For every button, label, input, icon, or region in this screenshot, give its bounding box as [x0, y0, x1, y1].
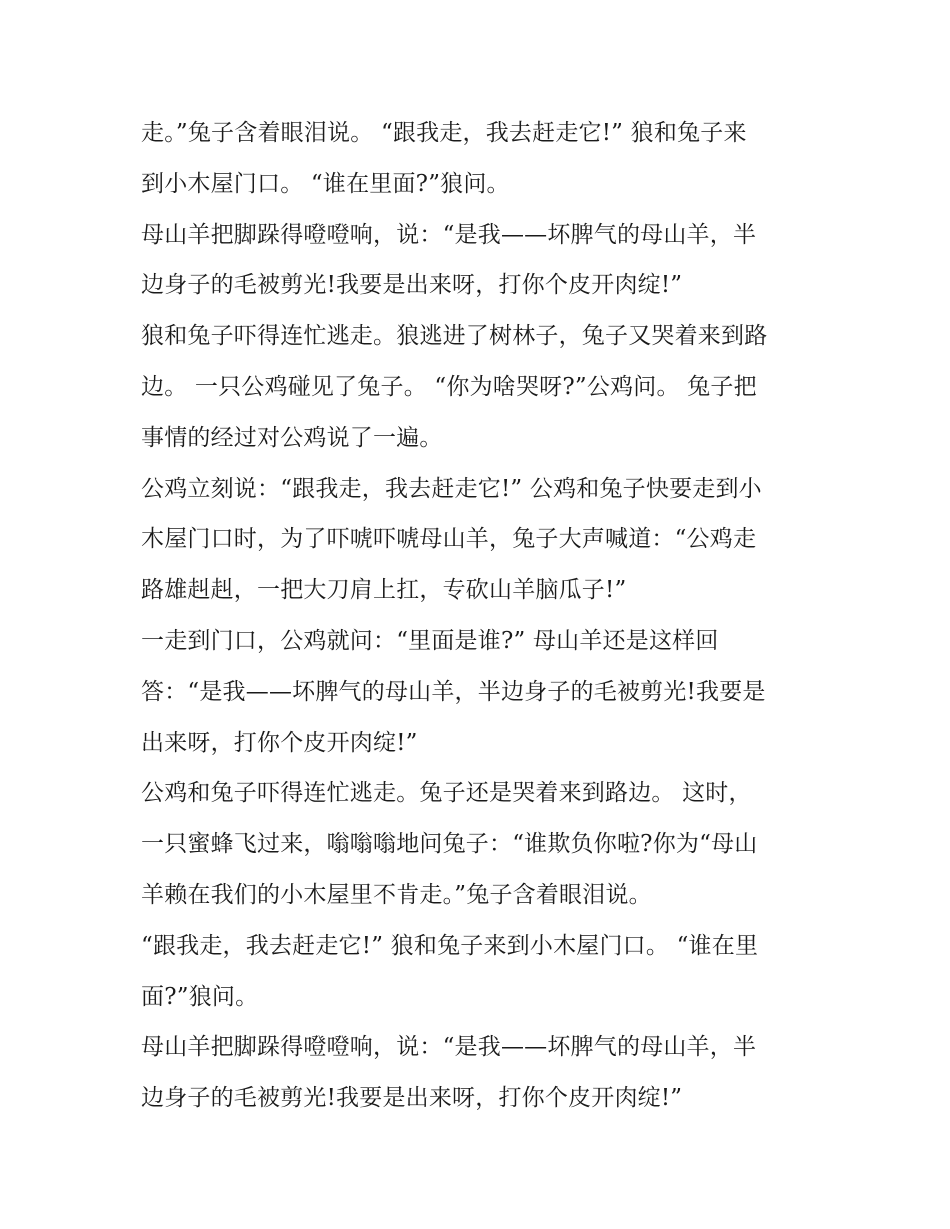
text-line: 母山羊把脚跺得噔噔响，说：“是我——坏脾气的母山羊，半: [141, 221, 757, 248]
text-line: 公鸡和兔子吓得连忙逃走。兔子还是哭着来到路边。 这时，: [141, 780, 752, 807]
text-line: 事情的经过对公鸡说了一遍。: [141, 424, 443, 451]
text-line: 边身子的毛被剪光!我要是出来呀，打你个皮开肉绽!”: [141, 1085, 683, 1112]
text-line: 到小木屋门口。 “谁在里面?”狼问。: [141, 170, 510, 197]
text-line: 边。 一只公鸡碰见了兔子。 “你为啥哭呀?”公鸡问。 兔子把: [141, 373, 757, 400]
text-line: 母山羊把脚跺得噔噔响，说：“是我——坏脾气的母山羊，半: [141, 1034, 757, 1061]
text-line: 面?”狼问。: [141, 983, 259, 1010]
text-line: 边身子的毛被剪光!我要是出来呀，打你个皮开肉绽!”: [141, 272, 683, 299]
text-line: 走。”兔子含着眼泪说。 “跟我走，我去赶走它!” 狼和兔子来: [141, 120, 747, 146]
text-line: 一只蜜蜂飞过来，嗡嗡嗡地问兔子：“谁欺负你啦?你为“母山: [141, 831, 758, 858]
text-line: 羊赖在我们的小木屋里不肯走。”兔子含着眼泪说。: [141, 881, 652, 908]
story-text: [141, 108, 831, 1124]
text-line: 木屋门口时，为了吓唬吓唬母山羊，兔子大声喊道：“公鸡走: [141, 526, 757, 553]
text-line: 公鸡立刻说：“跟我走，我去赶走它!” 公鸡和兔子快要走到小: [141, 475, 762, 502]
text-line: 狼和兔子吓得连忙逃走。狼逃进了树林子，兔子又哭着来到路: [141, 323, 768, 350]
text-line: 答：“是我——坏脾气的母山羊，半边身子的毛被剪光!我要是: [141, 678, 766, 705]
text-line: 出来呀，打你个皮开肉绽!”: [141, 729, 418, 756]
text-line: 一走到门口，公鸡就问：“里面是谁?” 母山羊还是这样回: [141, 627, 719, 654]
text-line: “跟我走，我去赶走它!” 狼和兔子来到小木屋门口。 “谁在里: [141, 932, 759, 959]
text-line: 路雄赳赳，一把大刀肩上扛，专砍山羊脑瓜子!”: [141, 577, 627, 604]
